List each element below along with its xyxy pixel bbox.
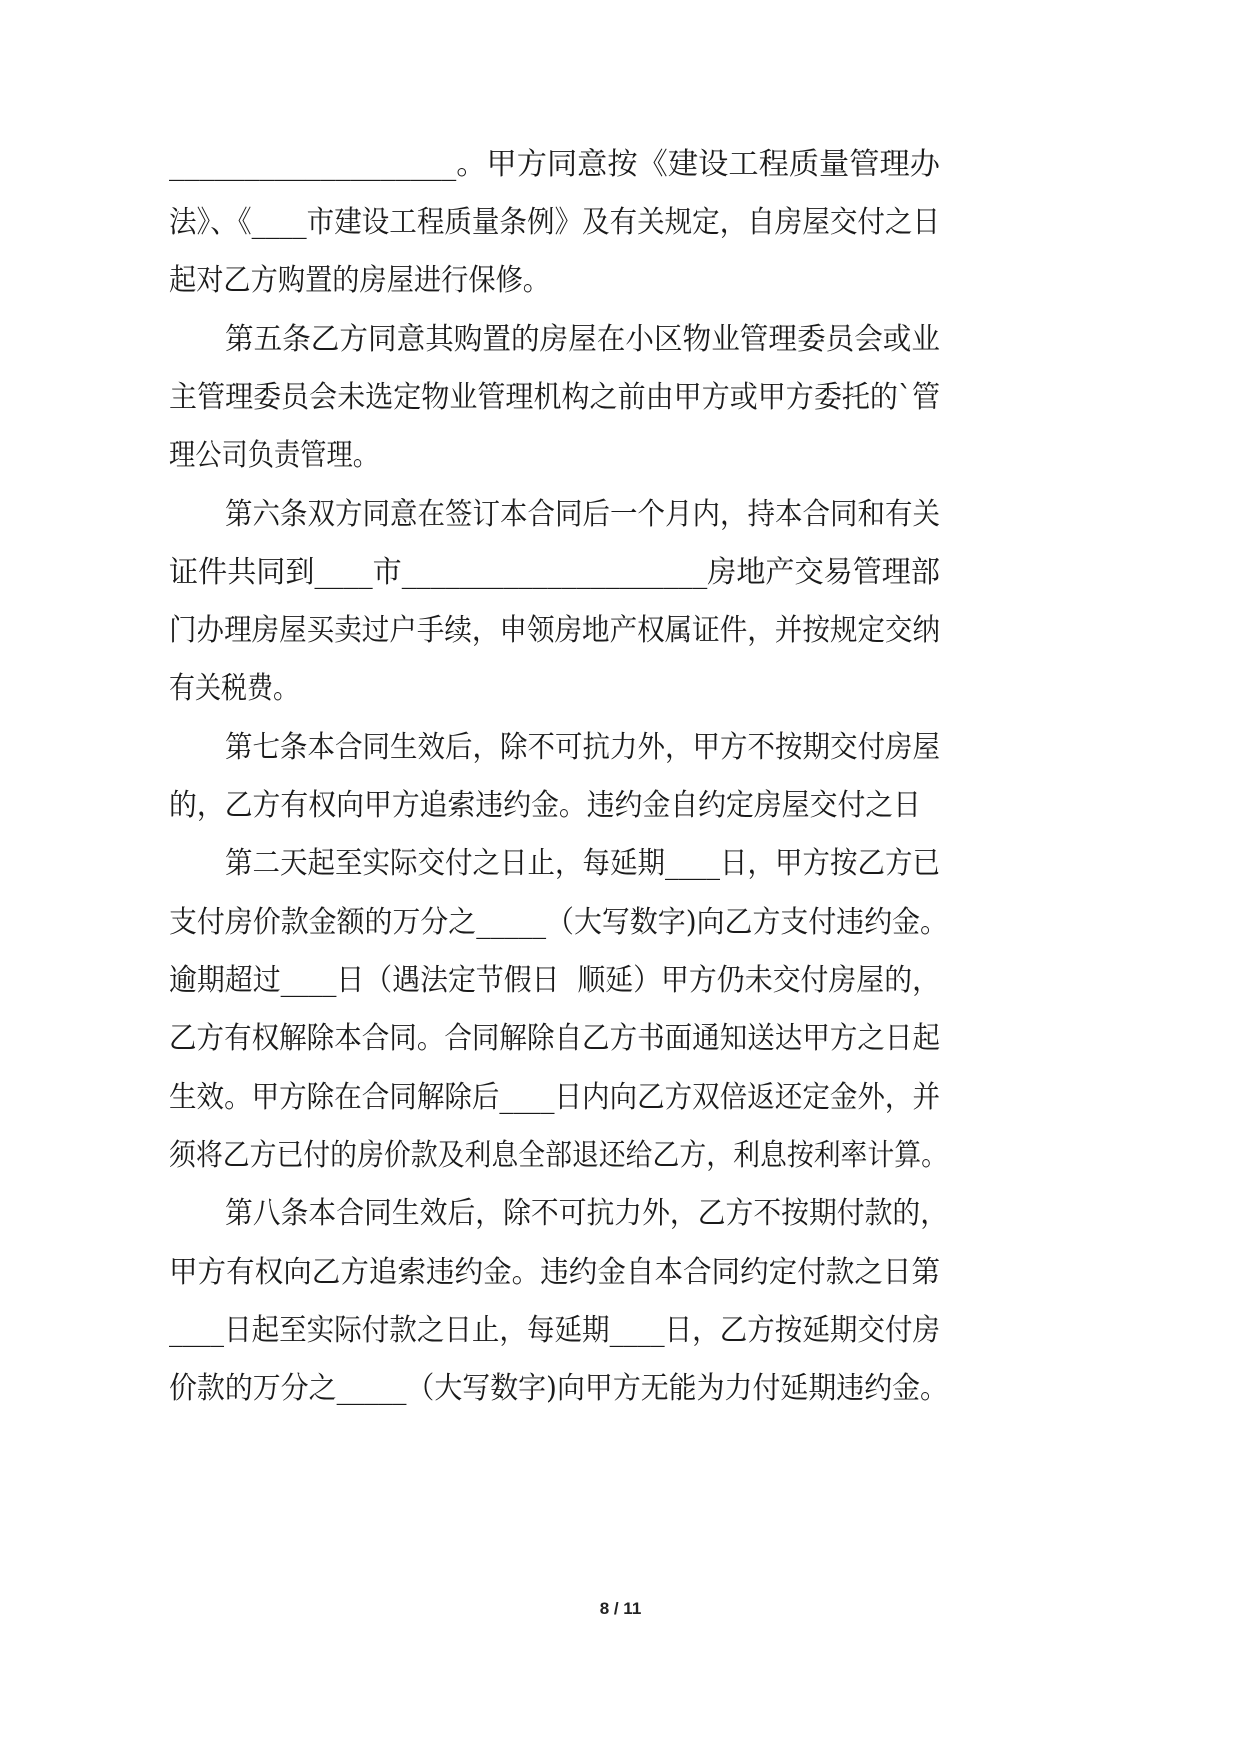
text-line: 的，乙方有权向甲方追索违约金。违约金自约定房屋交付之日 (169, 788, 921, 823)
text-line: 甲方有权向乙方追索违约金。违约金自本合同约定付款之日第 (169, 1255, 940, 1290)
text-line: 门办理房屋买卖过户手续，申领房地产权属证件，并按规定交纳 (169, 613, 940, 648)
text-line: 逾期超过____日（遇法定节假日 顺延）甲方仍未交付房屋的， (169, 963, 940, 998)
text-line: 法》、《____市建设工程质量条例》及有关规定，自房屋交付之日 (169, 205, 940, 240)
text-line: 生效。甲方除在合同解除后____日内向乙方双倍返还定金外，并 (169, 1080, 940, 1115)
text-line: ____日起至实际付款之日止，每延期____日，乙方按延期交付房 (169, 1313, 940, 1348)
text-line: 证件共同到____市_____________________房地产交易管理部 (169, 555, 940, 590)
text-line: 第七条本合同生效后，除不可抗力外，甲方不按期交付房屋 (225, 730, 940, 765)
text-line: 须将乙方已付的房价款及利息全部退还给乙方，利息按利率计算。 (169, 1138, 948, 1173)
text-line: ___________________。甲方同意按《建设工程质量管理办 (169, 147, 940, 182)
text-line: 第二天起至实际交付之日止，每延期____日，甲方按乙方已 (225, 846, 940, 881)
text-line: 主管理委员会未选定物业管理机构之前由甲方或甲方委托的`管 (169, 380, 940, 415)
text-line: 第六条双方同意在签订本合同后一个月内，持本合同和有关 (225, 497, 940, 532)
text-line: 乙方有权解除本合同。合同解除自乙方书面通知送达甲方之日起 (169, 1021, 940, 1056)
text-line: 第五条乙方同意其购置的房屋在小区物业管理委员会或业 (225, 322, 940, 357)
text-line: 有关税费。 (169, 671, 299, 706)
text-line: 价款的万分之_____（大写数字)向甲方无能为力付延期违约金。 (169, 1371, 948, 1406)
text-line: 理公司负责管理。 (169, 438, 379, 473)
page-number: 8 / 11 (599, 1599, 642, 1618)
text-line: 第八条本合同生效后，除不可抗力外，乙方不按期付款的， (225, 1196, 948, 1231)
text-line: 起对乙方购置的房屋进行保修。 (169, 263, 550, 298)
text-line: 支付房价款金额的万分之_____（大写数字)向乙方支付违约金。 (169, 905, 948, 940)
